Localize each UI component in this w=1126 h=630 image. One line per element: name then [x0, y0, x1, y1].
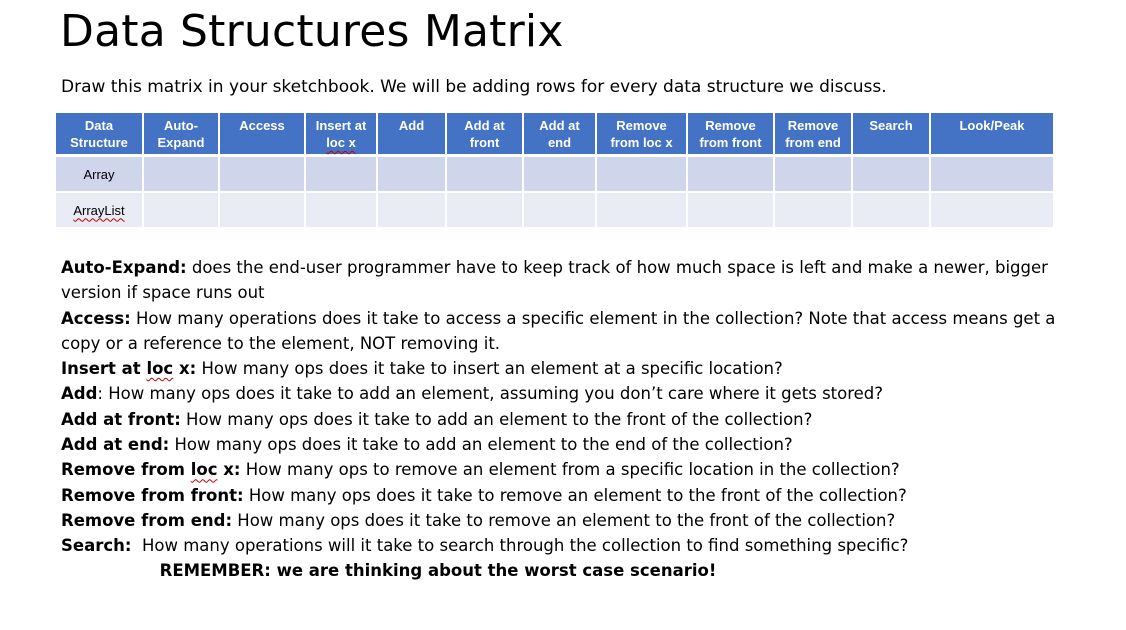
table-cell: [930, 192, 1054, 228]
table-cell: [774, 156, 852, 193]
table-row-arraylist: [56, 192, 1054, 228]
header-search: Search: [852, 113, 930, 156]
table-cell: [852, 156, 930, 193]
header-add: Add: [377, 113, 446, 156]
table-cell: [143, 156, 219, 193]
data-structures-matrix: [56, 113, 1055, 229]
header-remove-from-front: Remove from front: [687, 113, 774, 156]
header-add-at-front: Add at front: [446, 113, 523, 156]
header-data-structure: Data Structure: [56, 113, 143, 156]
table-cell: [774, 192, 852, 228]
header-insert-at-loc-x: Insert at loc x: [305, 113, 377, 156]
definition-access: Access: How many operations does it take to access a specific element in the collection? Note that access means get a copy or a reference to the element, NOT removing it.: [61, 308, 1056, 353]
table-cell: [219, 156, 305, 193]
definition-add-at-front: Add at front: How many ops does it take to add an element to the front of the collection?: [61, 409, 813, 429]
definition-add: Add: How many ops does it take to add an element, assuming you don’t care where it gets stored?: [61, 384, 884, 404]
table-cell: [377, 156, 446, 193]
definition-search: Search: How many operations will it take to search through the collection to find something specific?: [61, 536, 909, 556]
header-add-at-end: Add at end: [523, 113, 596, 156]
table-row-array: [56, 156, 1054, 193]
definition-add-at-end: Add at end: How many ops does it take to add an element to the end of the collection?: [61, 435, 793, 455]
table-cell: [219, 192, 305, 228]
row-label-arraylist: ArrayList: [56, 192, 143, 228]
intro-text: Draw this matrix in your sketchbook. We will be adding rows for every data structure we discuss.: [61, 77, 887, 97]
definition-insert-at-loc-x: Insert at loc x: How many ops does it take to insert an element at a specific location?: [61, 359, 783, 379]
table-cell: [852, 192, 930, 228]
table-cell: [446, 156, 523, 193]
table-cell: [596, 156, 687, 193]
header-remove-from-end: Remove from end: [774, 113, 852, 156]
header-remove-from-loc-x: Remove from loc x: [596, 113, 687, 156]
header-auto-expand: Auto- Expand: [143, 113, 219, 156]
table-cell: [143, 192, 219, 228]
page-title: Data Structures Matrix: [60, 6, 564, 57]
table-cell: [523, 192, 596, 228]
table-cell: [687, 192, 774, 228]
table-cell: [687, 156, 774, 193]
definition-remove-from-end: Remove from end: How many ops does it take to remove an element to the front of the collection?: [61, 510, 896, 530]
remember-note: REMEMBER: we are thinking about the worst case scenario!: [159, 561, 717, 580]
table-cell: [305, 192, 377, 228]
table-cell: [930, 156, 1054, 193]
table-cell: [446, 192, 523, 228]
header-access: Access: [219, 113, 305, 156]
row-label-array: Array: [56, 156, 143, 193]
matrix-header-row: [56, 113, 1054, 156]
table-cell: [305, 156, 377, 193]
definitions-list: [61, 255, 1061, 559]
definition-auto-expand: Auto-Expand: does the end-user programmer have to keep track of how much space is left and make a newer, bigger version if space runs out: [61, 258, 1048, 303]
table-cell: [596, 192, 687, 228]
definition-remove-from-loc-x: Remove from loc x: How many ops to remove an element from a specific location in the collection?: [61, 460, 900, 480]
table-cell: [523, 156, 596, 193]
definition-remove-from-front: Remove from front: How many ops does it take to remove an element to the front of the collection?: [61, 485, 907, 505]
table-cell: [377, 192, 446, 228]
header-look-peak: Look/Peak: [930, 113, 1054, 156]
